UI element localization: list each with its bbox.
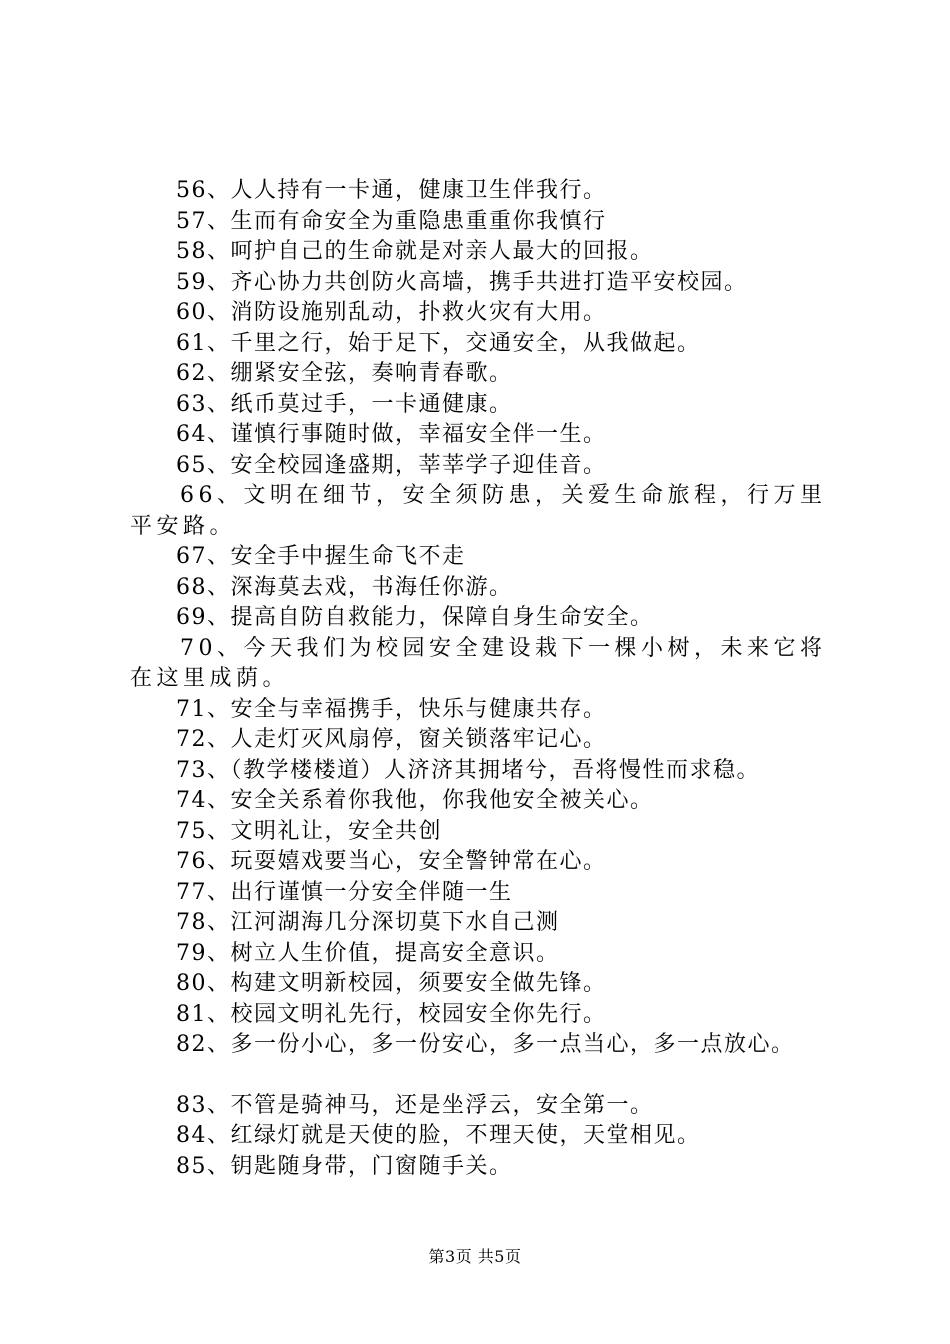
list-item: 80、构建文明新校园，须要安全做先锋。 [176, 971, 607, 996]
list-item: 70、今天我们为校园安全建设栽下一棵小树，未来它将在这里成荫。 [130, 635, 827, 691]
list-item: 59、齐心协力共创防火高墙，携手共进打造平安校园。 [176, 269, 748, 295]
list-item: 76、玩耍嬉戏要当心，安全警钟常在心。 [176, 849, 607, 874]
list-item: 60、消防设施别乱动，扑救火灾有大用。 [176, 300, 607, 325]
list-item: 75、文明礼让，安全共创 [176, 818, 442, 844]
list-item: 74、安全关系着你我他，你我他安全被关心。 [176, 788, 654, 813]
list-item: 57、生而有命安全为重隐患重重你我慎行 [176, 208, 607, 234]
list-item: 85、钥匙随身带，门窗随手关。 [176, 1153, 513, 1179]
list-item: 71、安全与幸福携手，快乐与健康共存。 [176, 696, 607, 722]
list-item: 65、安全校园逢盛期，莘莘学子迎佳音。 [176, 452, 607, 478]
list-item: 56、人人持有一卡通，健康卫生伴我行。 [176, 178, 607, 203]
list-item: 66、文明在细节，安全须防患，关爱生命旅程，行万里平安路。 [130, 483, 827, 539]
list-item: 67、安全手中握生命飞不走 [176, 544, 466, 569]
list-item: 82、多一份小心，多一份安心，多一点当心，多一点放心。 [176, 1032, 795, 1057]
list-item: 69、提高自防自救能力，保障自身生命安全。 [176, 605, 654, 630]
slogan-list [130, 176, 840, 1182]
list-item: 73、（教学楼楼道）人济济其拥堵兮，吾将慢性而求稳。 [176, 757, 760, 783]
list-item: 68、深海莫去戏，书海任你游。 [176, 574, 513, 600]
list-item: 72、人走灯灭风扇停，窗关锁落牢记心。 [176, 727, 607, 752]
list-item: 79、树立人生价值，提高安全意识。 [176, 940, 560, 966]
list-item: 63、纸币莫过手，一卡通健康。 [176, 391, 513, 417]
list-item: 81、校园文明礼先行，校园安全你先行。 [176, 1001, 607, 1027]
list-item: 78、江河湖海几分深切莫下水自己测 [176, 910, 560, 935]
list-item: 61、千里之行，始于足下，交通安全，从我做起。 [176, 330, 701, 356]
list-item: 77、出行谨慎一分安全伴随一生 [176, 879, 513, 905]
list-item: 64、谨慎行事随时做，幸福安全伴一生。 [176, 422, 607, 447]
list-item: 62、绷紧安全弦，奏响青春歌。 [176, 361, 513, 386]
list-item: 84、红绿灯就是天使的脸，不理天使，天堂相见。 [176, 1123, 701, 1148]
page-footer: 第3页 共5页 [428, 1247, 522, 1266]
list-item: 83、不管是骑神马，还是坐浮云，安全第一。 [176, 1092, 654, 1118]
paragraph-gap [130, 1061, 840, 1091]
list-item: 58、呵护自己的生命就是对亲人最大的回报。 [176, 239, 654, 264]
